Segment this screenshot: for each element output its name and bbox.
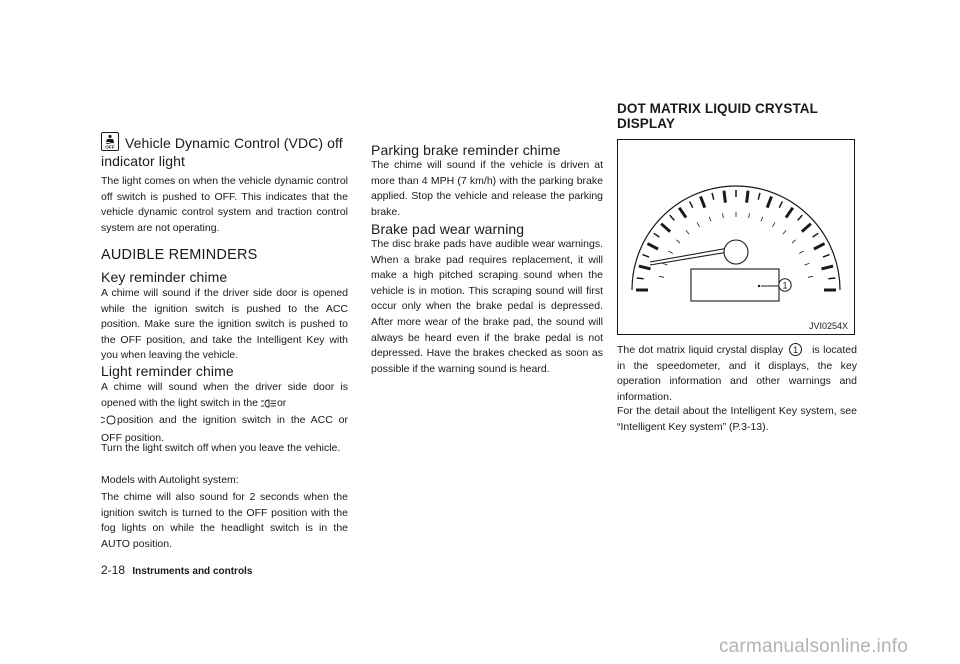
gauge-tick [747,191,748,203]
gauge-minor-tick [659,276,664,277]
gauge-tick [701,196,705,207]
dot-matrix-heading: DOT MATRIX LIQUID CRYSTAL DISPLAY [617,101,818,131]
audible-reminders-heading: AUDIBLE REMINDERS [101,247,258,263]
gauge-tick [670,215,675,220]
key-reminder-body: A chime will sound if the driver side door is opened while the ignition switch is pushed to the ACC position. Make sure the ignition switch is pushed to the OFF position, and take the Intelligent Key with you when leaving the vehicle. [101,287,348,362]
parking-brake-body: The chime will sound if the vehicle is driven at more than 4 MPH (7 km/h) with the parking brake applied. Stop the vehicle and release the parking brake. [371,159,603,218]
gauge-tick [798,215,803,220]
vdc-body: The light comes on when the vehicle dynamic control off switch is pushed to OFF. This indicates that the vehicle dynamic control system and traction control system are not operating. [101,175,348,234]
gauge-tick [813,233,819,237]
gauge-tick [758,193,760,200]
footer-section: Instruments and controls [132,566,253,577]
light-reminder-body-1: A chime will sound when the driver side door is opened with the light switch in the or position and the ignition switch in the ACC or OFF position. [101,381,348,444]
gauge-minor-tick [668,251,672,254]
gauge-tick [786,208,793,218]
light-reminder-body-4: Models with Autolight system: [101,474,239,486]
gauge-tick [690,201,693,207]
callout-number: 1 [782,280,788,291]
gauge-tick [814,244,825,250]
lcd-display [691,269,779,301]
dot-matrix-body-1: The dot matrix liquid crystal display 1 is located in the speedometer, and it displays, the key operation information and other warnings and information. [617,344,857,403]
gauge-minor-tick [709,217,711,222]
callout-1-icon: 1 [789,343,802,356]
light-reminder-body-5: The chime will also sound for 2 seconds when the ignition switch is turned to the OFF position with the fog lights on while the headlight switch is in the AUTO position. [101,491,348,550]
dot-matrix-body-2: For the detail about the Intelligent Key system, see “Intelligent Key system” (P.3-13). [617,405,857,433]
vdc-title: OFF Vehicle Dynamic Control (VDC) off indicator light [101,132,348,170]
parking-light-icon [101,415,117,431]
gauge-minor-tick [783,230,786,234]
gauge-minor-tick [808,276,813,277]
gauge-minor-tick [722,213,723,218]
gauge-minor-tick [792,240,796,243]
light-reminder-body-3: Turn the light switch off when you leave the vehicle. [101,442,341,454]
gauge-tick [639,266,651,269]
brake-pad-body: The disc brake pads have audible wear warnings. When a brake pad requires replacement, it will make a high pitched scraping sound when the vehicle is in motion. This scraping sound will first occur only when the brake pedal is depressed. After more wear of the brake pad, the sound will always be heard even if the brake pedal is not depressed. Have the brakes checked as soon as possible if the warning sound is heard. [371,238,603,375]
page-footer [101,563,252,579]
key-reminder-heading: Key reminder chime [101,269,228,285]
vdc-off-icon [101,132,119,151]
gauge-tick [661,224,670,232]
svg-text:OFF: OFF [105,144,115,149]
gauge-tick [821,266,833,269]
parking-brake-heading: Parking brake reminder chime [371,142,561,158]
light-reminder-heading: Light reminder chime [101,363,234,379]
gauge-tick [828,278,835,279]
gauge-tick [779,201,782,207]
gauge-tick [679,208,686,218]
speedometer-illustration [618,140,854,334]
gauge-tick [724,191,725,203]
gauge-tick [637,278,644,279]
gauge-minor-tick [761,217,763,222]
gauge-tick [802,224,811,232]
gauge-minor-tick [773,222,776,226]
brake-pad-heading: Brake pad wear warning [371,221,525,237]
gauge-tick [823,255,830,257]
gauge-minor-tick [805,263,810,265]
vdc-heading [101,132,348,170]
gauge-minor-tick [676,240,680,243]
gauge-minor-tick [697,222,700,226]
gauge-minor-tick [749,213,750,218]
page-number: 2-18 [101,563,126,577]
figure-code: JVI0254X [808,321,848,331]
headlight-icon [261,398,277,414]
watermark: carmanualsonline.info [718,636,908,657]
gauge-minor-tick [799,251,803,254]
speedometer-figure [617,139,855,335]
gauge-tick [642,255,649,257]
gauge-minor-tick [686,230,689,234]
gauge-tick [712,193,714,200]
gauge-tick [654,233,660,237]
gauge-minor-tick [663,263,668,265]
gauge-tick [647,244,658,250]
gauge-tick [767,196,771,207]
